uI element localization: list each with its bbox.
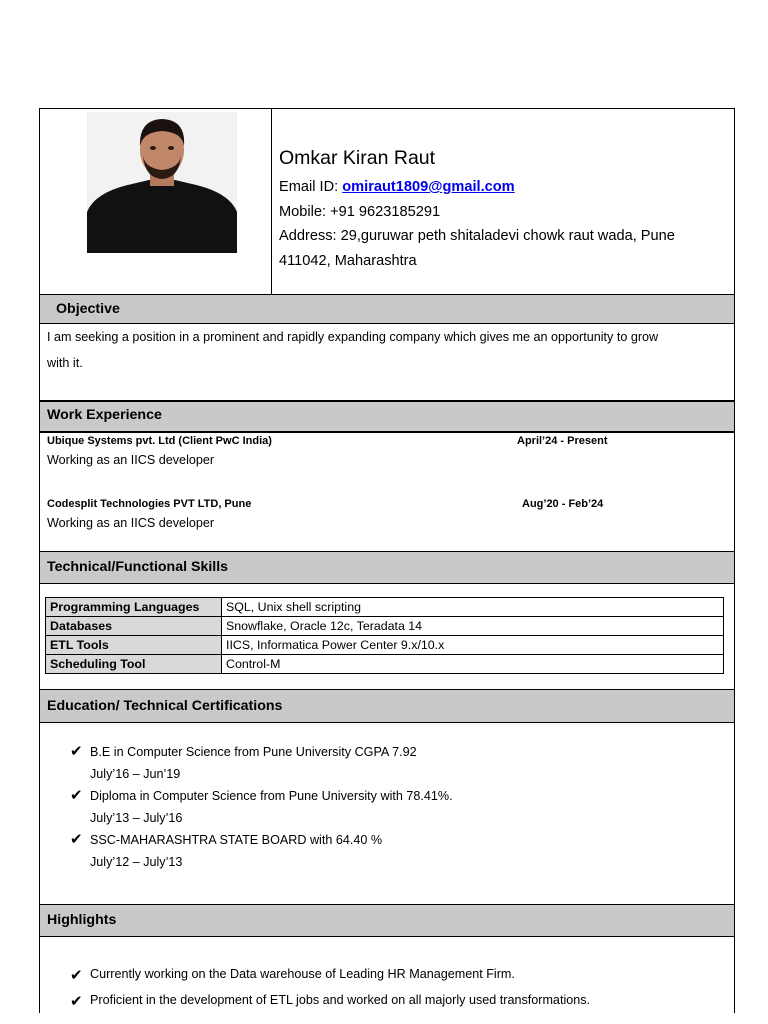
skill-value: IICS, Informatica Power Center 9.x/10.x: [222, 636, 724, 655]
resume-frame: [39, 108, 735, 1013]
job-dates: April’24 - Present: [517, 435, 608, 447]
email-label: Email ID:: [279, 179, 343, 195]
objective-text-1: I am seeking a position in a prominent and rapidly expanding company which gives me an opportunity to grow: [47, 330, 659, 344]
job-entry: [47, 433, 272, 470]
checkmark-icon: ✔: [70, 967, 83, 984]
table-row: [46, 655, 724, 674]
profile-photo: [87, 112, 237, 253]
skill-value: Control-M: [222, 655, 724, 674]
header-section: [40, 109, 734, 295]
skill-category: ETL Tools: [46, 636, 222, 655]
job-company: Ubique Systems pvt. Ltd (Client PwC India): [47, 435, 272, 447]
skill-value: SQL, Unix shell scripting: [222, 598, 724, 617]
address-line-2: 411042, Maharashtra: [279, 252, 417, 269]
highlight-text: Currently working on the Data warehouse of Leading HR Management Firm.: [90, 967, 515, 981]
table-row: [46, 598, 724, 617]
job-role: Working as an IICS developer: [47, 453, 215, 467]
education-period: July’12 – July’13: [90, 855, 183, 869]
work-experience-heading: Work Experience: [40, 400, 734, 433]
mobile-line: Mobile: +91 9623185291: [279, 203, 441, 220]
checkmark-icon: ✔: [70, 743, 83, 760]
table-row: [46, 636, 724, 655]
job-dates: Aug’20 - Feb’24: [522, 498, 604, 510]
list-item: [70, 829, 453, 873]
job-role: Working as an IICS developer: [47, 516, 215, 530]
checkmark-icon: ✔: [70, 993, 83, 1010]
skills-heading: Technical/Functional Skills: [40, 551, 734, 584]
education-period: July’16 – Jun’19: [90, 767, 181, 781]
education-period: July’13 – July’16: [90, 811, 183, 825]
checkmark-icon: ✔: [70, 831, 83, 848]
photo-cell: [40, 109, 272, 294]
job-company: Codesplit Technologies PVT LTD, Pune: [47, 498, 252, 510]
list-item: [70, 741, 453, 785]
list-item: [70, 987, 590, 1013]
education-text: SSC-MAHARASHTRA STATE BOARD with 64.40 %: [90, 833, 383, 847]
skill-category: Databases: [46, 617, 222, 636]
highlights-list: [70, 961, 590, 1013]
highlight-text: Proficient in the development of ETL jobs and worked on all majorly used transformations.: [90, 993, 591, 1007]
address-line-1: Address: 29,guruwar peth shitaladevi chowk raut wada, Pune: [279, 228, 675, 244]
skill-category: Programming Languages: [46, 598, 222, 617]
education-text: B.E in Computer Science from Pune University CGPA 7.92: [90, 745, 417, 759]
highlights-heading: Highlights: [40, 904, 734, 937]
email-link[interactable]: omiraut1809@gmail.com: [342, 179, 515, 195]
list-item: [70, 785, 453, 829]
email-line: [279, 175, 729, 200]
education-list: [70, 741, 453, 873]
objective-heading: Objective: [40, 294, 734, 324]
list-item: [70, 961, 590, 987]
skill-value: Snowflake, Oracle 12c, Teradata 14: [222, 617, 724, 636]
objective-text-2: with it.: [47, 356, 83, 370]
skills-table: [45, 597, 724, 674]
skill-category: Scheduling Tool: [46, 655, 222, 674]
contact-block: [279, 143, 729, 273]
job-entry: [47, 496, 251, 533]
person-photo-icon: [87, 112, 237, 253]
table-row: [46, 617, 724, 636]
candidate-name: Omkar Kiran Raut: [279, 147, 436, 169]
education-text: Diploma in Computer Science from Pune University with 78.41%.: [90, 789, 453, 803]
checkmark-icon: ✔: [70, 787, 83, 804]
education-heading: Education/ Technical Certifications: [40, 689, 734, 723]
